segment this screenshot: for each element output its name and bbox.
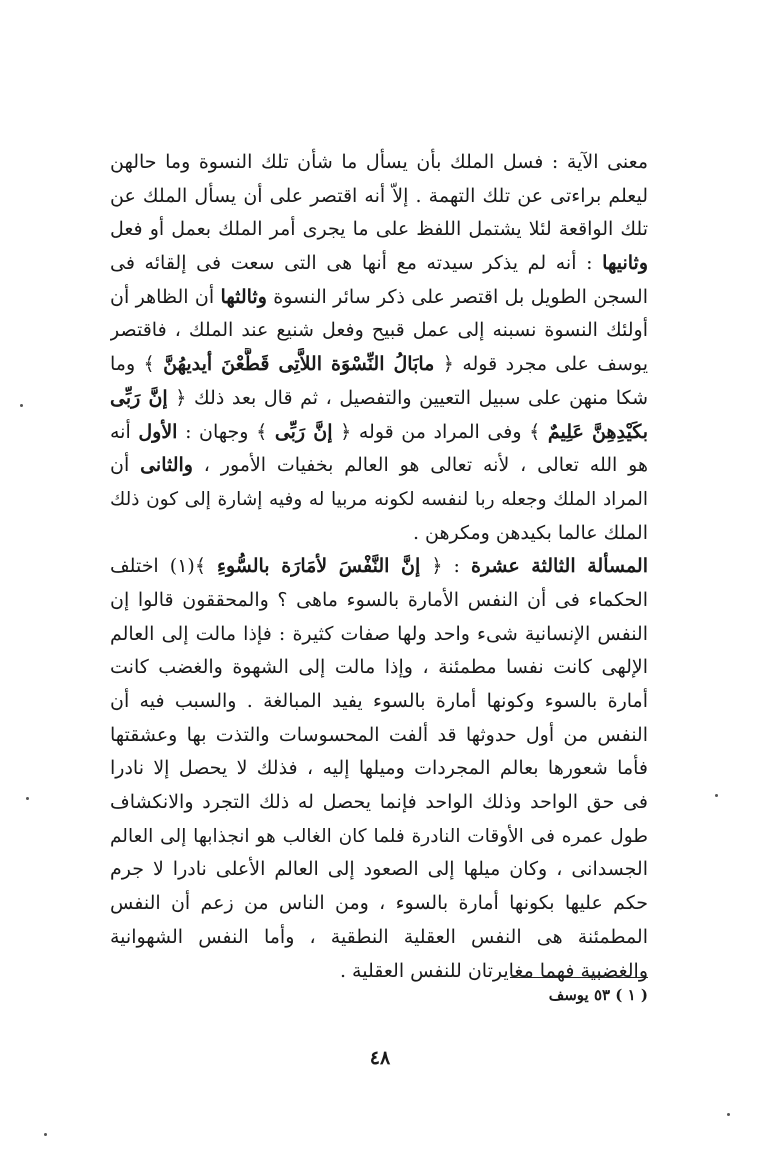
text-run: : ﴿ [420,555,471,578]
text-line [110,348,648,382]
bold-phrase: إنَّ النَّفْسَ لأمَارَة بالسُّوءِ [217,555,421,578]
text-run: : أنه لم يذكر سيدته مع أنها هى التى سعت فى إلقائه فى [110,252,603,275]
text-run: هو الله تعالى ، لأنه تعالى هو العالم بخفيات الأمور ، [192,454,648,477]
text-run: شكا منهن على سبيل التعيين والتفصيل ، ثم قال بعد ذلك ﴿ [167,386,648,409]
text-run: أولئك النسوة نسبنه إلى عمل قبيح وفعل شنيع عند الملك ، فاقتصر [110,319,648,342]
text-run: السجن الطويل بل اقتصر على ذكر سائر النسوة [266,285,648,308]
text-line [110,247,648,281]
scan-speck [20,404,23,407]
bold-phrase: إنَّ رَبِّى [110,386,168,409]
bold-phrase: وثالثها [220,285,267,308]
text-run: أمارة بالسوء وكونها أمارة بالسوء يفيد المبالغة . والسبب فيه أن [110,690,648,712]
text-line [110,955,648,989]
text-line [110,281,648,315]
scan-speck [44,1133,47,1136]
text-line [110,584,648,618]
text-line [110,685,648,719]
bold-phrase: وثانيها [602,252,648,275]
text-line [110,887,648,921]
text-run: ﴾ وما [110,353,164,376]
text-line [110,146,648,180]
bold-phrase: بكَيْدِهِنَّ عَلِيمٌ [547,420,648,443]
text-run: النفس من أول حدوثها قد ألفت المحسوسات والتذت بها وعشقتها [110,723,648,746]
text-line [110,752,648,786]
text-line [110,449,648,483]
footnote: ( ١ ) ٥٣ يوسف [548,986,648,1004]
bold-phrase: مابَالُ النِّسْوَة اللاَّتِى قَطَّعْنَ أيديهُنَّ [163,353,435,376]
text-run: طول عمره فى الأوقات النادرة فلما كان الغالب هو انجذابها إلى العالم [110,825,648,847]
text-line [110,921,648,955]
text-line [110,314,648,348]
text-run: الحكماء فى أن النفس الأمارة بالسوء ماهى ؟ والمحققون قالوا إن [110,588,648,611]
text-run: ليعلم براءتى عن تلك التهمة . إلاّ أنه اقتصر على أن يسأل الملك عن [110,184,648,207]
scan-speck [26,797,29,800]
bold-phrase: المسألة الثالثة عشرة [470,555,648,578]
bold-phrase: والثانى [140,454,193,477]
bold-phrase: إنَّ رَبِّى [274,420,333,443]
text-line [110,180,648,214]
scan-speck [727,1113,730,1116]
text-run: الجسدانى ، وكان ميلها إلى الصعود إلى العالم الأعلى نادرا لا جرم [110,858,648,881]
text-line [110,651,648,685]
text-run: فى حق الواحد وذلك الواحد فإنما يحصل له ذلك التجرد والانكشاف [110,791,648,814]
text-run: ﴾ وفى المراد من قوله ﴿ [332,420,548,443]
main-text [110,146,648,988]
text-line [110,618,648,652]
text-run: يوسف على مجرد قوله ﴿ [434,353,648,376]
text-run: المطمئنة هى النفس العقلية النطقية ، وأما النفس الشهوانية [110,925,648,948]
text-line [110,786,648,820]
text-run: فأما شعورها بعالم المجردات وميلها إليه ، فذلك لا يحصل إلا نادرا [110,757,648,780]
text-line [110,550,648,584]
text-run: ﴾ وجهان : [177,420,275,443]
page-number: ٤٨ [369,1047,391,1069]
text-line [110,853,648,887]
text-line [110,517,648,551]
bold-phrase: الأول [138,420,178,443]
text-run: المراد الملك وجعله ربا لنفسه لكونه مربيا له وفيه إشارة إلى كون ذلك [110,488,648,510]
text-line [110,213,648,247]
text-run: أنه [110,420,139,443]
text-line [110,416,648,450]
text-line [110,382,648,416]
text-line [110,719,648,753]
text-run: الإلهى كانت نفسا مطمئنة ، وإذا مالت إلى الشهوة والغضب كانت [110,656,648,679]
text-run: ﴾(١) اختلف [110,555,218,578]
text-run: تلك الواقعة لئلا يشتمل اللفظ على ما يجرى أمر الملك بعمل أو فعل [110,218,648,241]
text-line [110,820,648,854]
text-run: حكم عليها بكونها أمارة بالسوء ، ومن الناس من زعم أن النفس [110,892,648,915]
footnote-divider [510,977,648,978]
text-run: أن [110,454,141,477]
text-run: الملك عالما بكيدهن ومكرهن . [412,521,648,544]
scan-speck [715,794,718,797]
text-run: معنى الآية : فسل الملك بأن يسأل ما شأن تلك النسوة وما حالهن [110,151,648,173]
text-line [110,483,648,517]
text-run: النفس الإنسانية شىء واحد ولها صفات كثيرة : فإذا مالت إلى العالم [110,622,648,645]
text-run: أن الظاهر أن [110,285,221,308]
text-run: والغضبية فهما مغايرتان للنفس العقلية . [339,959,648,982]
